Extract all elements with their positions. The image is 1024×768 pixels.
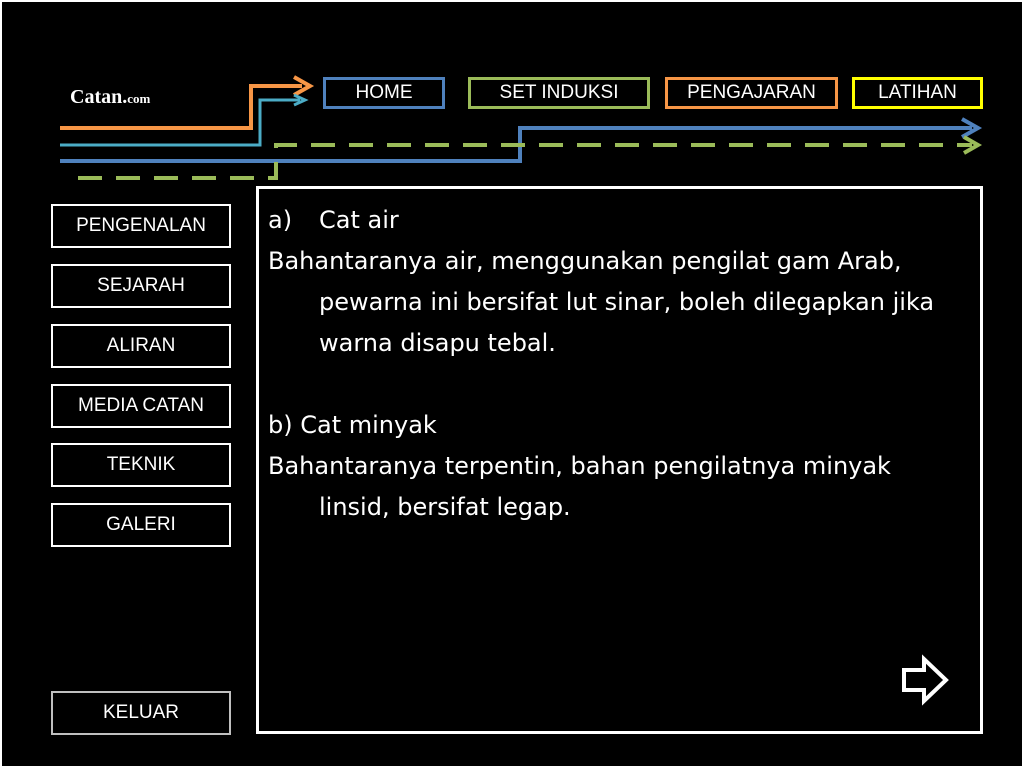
nav-home-label: HOME xyxy=(355,82,413,103)
nav-set-induksi-label: SET INDUKSI xyxy=(499,82,619,103)
sidebar-item-label: ALIRAN xyxy=(106,335,176,356)
paragraph-gap xyxy=(268,364,958,405)
nav-pengajaran-button[interactable] xyxy=(665,77,838,109)
item-b-title: b) Cat minyak xyxy=(268,411,437,439)
sidebar-item-label: TEKNIK xyxy=(106,454,176,475)
item-a-letter: a) xyxy=(268,206,293,234)
content-panel xyxy=(256,186,983,734)
exit-button-label: KELUAR xyxy=(102,702,180,723)
sidebar-item-galeri[interactable] xyxy=(51,503,231,547)
content-text xyxy=(268,200,958,528)
item-a-heading xyxy=(268,200,958,241)
sidebar-item-pengenalan[interactable] xyxy=(51,204,231,248)
item-a-title: Cat air xyxy=(319,206,399,234)
nav-latihan-label: LATIHAN xyxy=(878,82,957,103)
sidebar-item-aliran[interactable] xyxy=(51,324,231,368)
nav-latihan-button[interactable] xyxy=(852,77,983,109)
site-logo[interactable] xyxy=(70,86,150,109)
nav-set-induksi-button[interactable] xyxy=(468,77,650,109)
nav-pengajaran-label: PENGAJARAN xyxy=(687,82,816,103)
sidebar-item-sejarah[interactable] xyxy=(51,264,231,308)
sidebar-item-media-catan[interactable] xyxy=(51,384,231,428)
logo-suffix: com xyxy=(127,91,151,106)
logo-name: Catan. xyxy=(70,86,128,108)
sidebar-item-label: MEDIA CATAN xyxy=(78,395,204,416)
sidebar-item-label: PENGENALAN xyxy=(76,215,206,236)
sidebar-item-label: GALERI xyxy=(106,514,176,535)
nav-home-button[interactable] xyxy=(323,77,445,109)
exit-button[interactable] xyxy=(51,691,231,735)
sidebar-item-label: SEJARAH xyxy=(97,275,185,296)
item-a-body: Bahantaranya air, menggunakan pengilat gam Arab, pewarna ini bersifat lut sinar, boleh dilegapkan jika warna disapu tebal. xyxy=(268,247,935,357)
sidebar-item-teknik[interactable] xyxy=(51,443,231,487)
item-b-body: Bahantaranya terpentin, bahan pengilatnya minyak linsid, bersifat legap. xyxy=(268,452,891,521)
right-arrow-outline-icon[interactable] xyxy=(900,654,952,706)
